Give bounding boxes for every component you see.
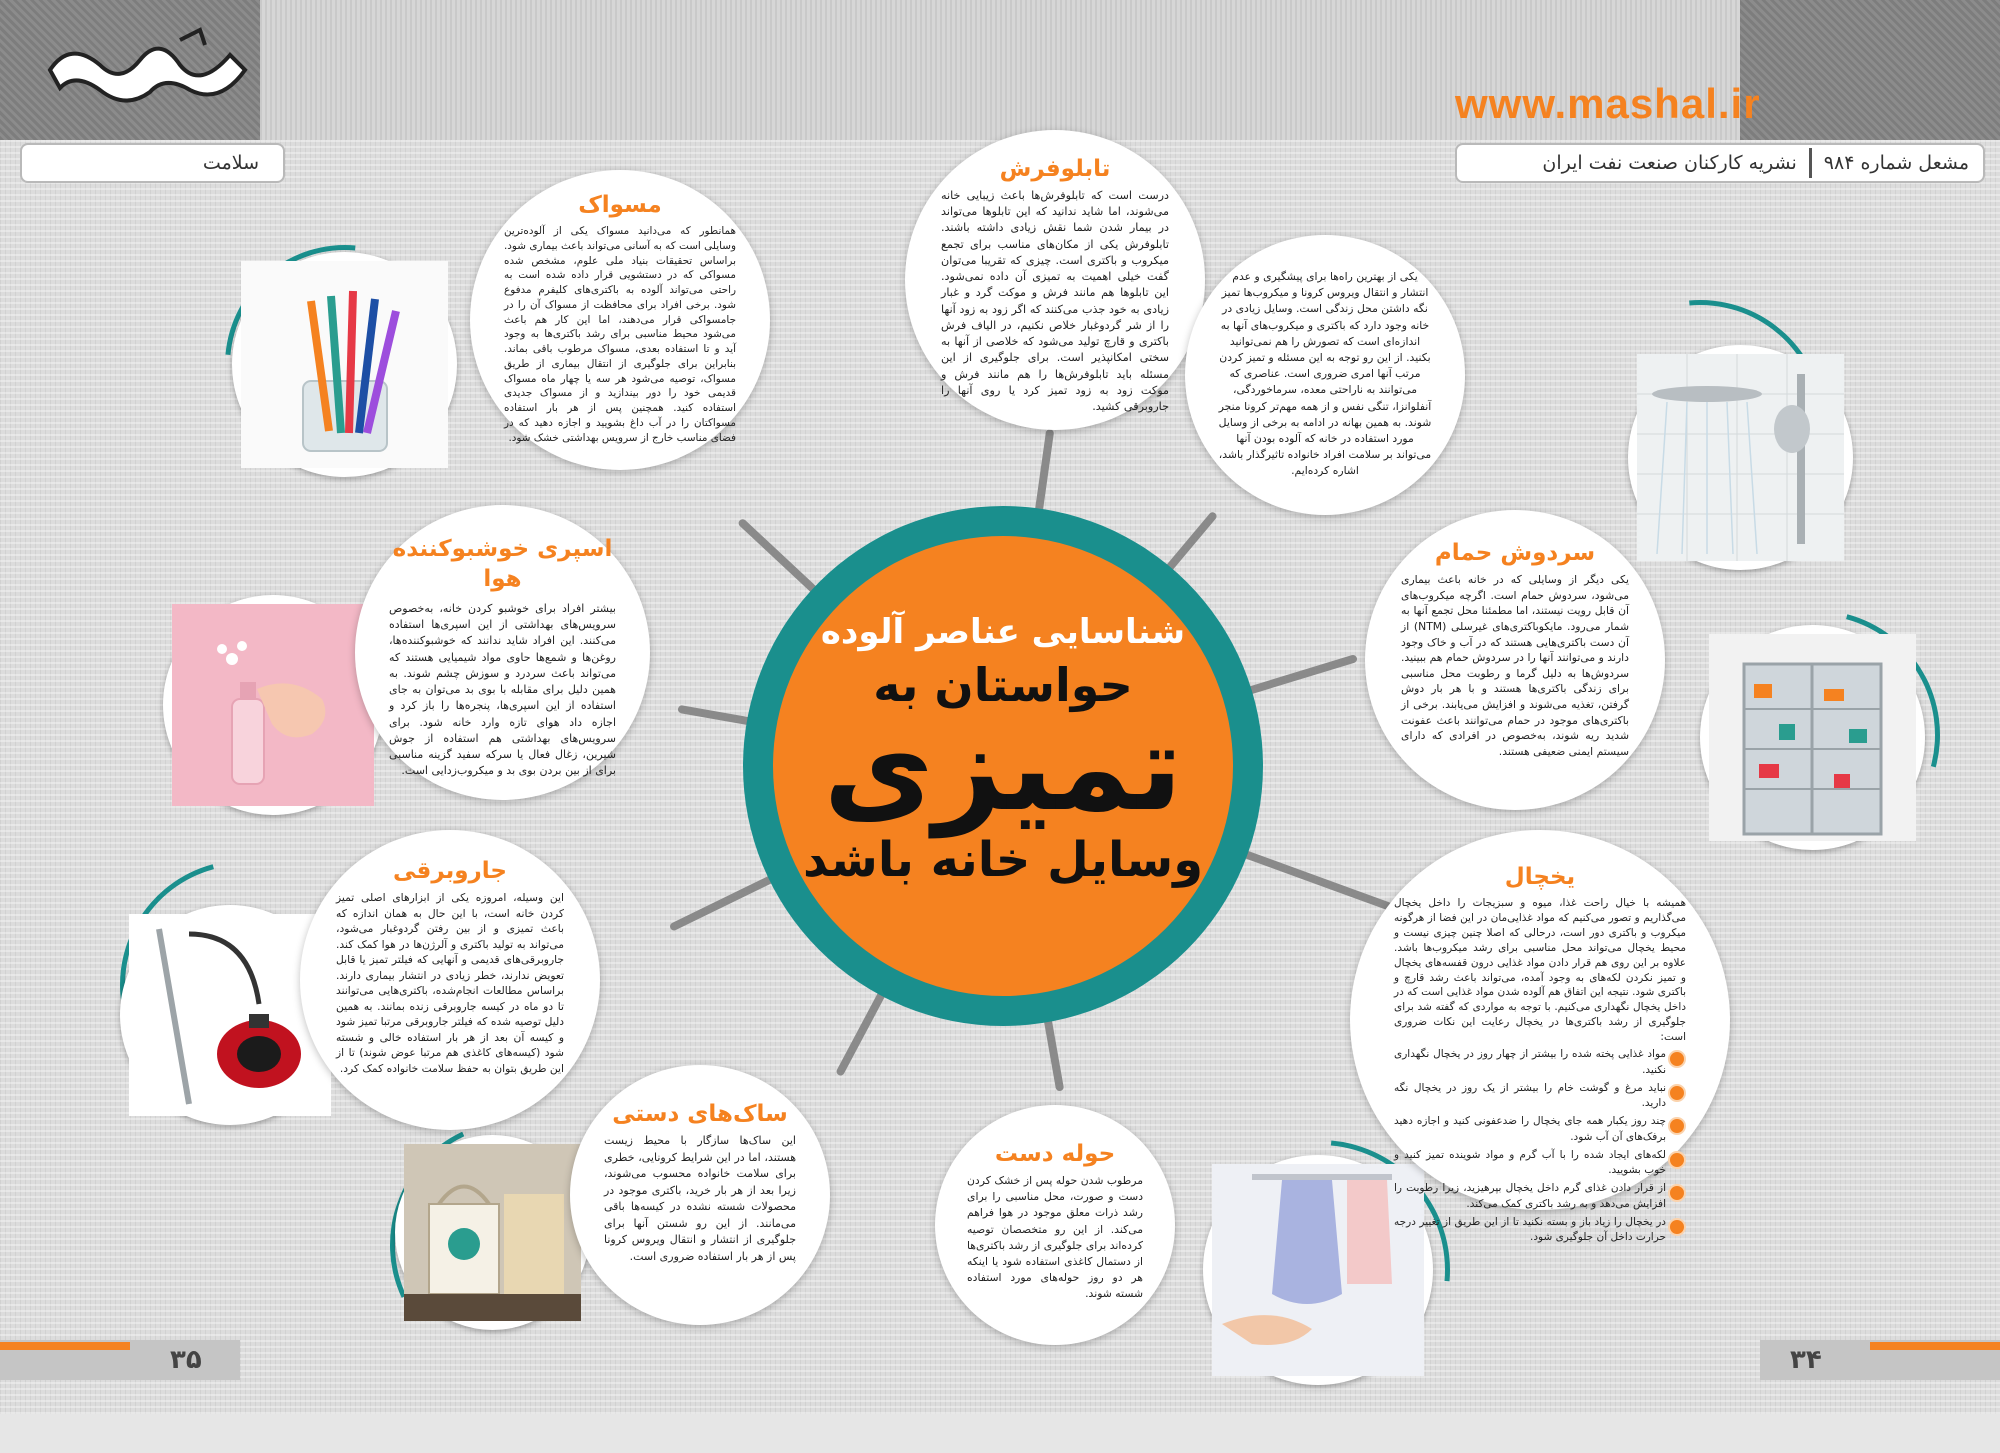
center-main: تمیزی (823, 699, 1183, 838)
card-shower (1365, 510, 1665, 810)
card-fridge-title: یخچال (1504, 864, 1576, 890)
top-dark-right (1740, 0, 2000, 140)
center-title (773, 536, 1233, 996)
toothbrush-photo (232, 252, 457, 477)
card-intro-text: یکی از بهترین راه‌ها برای پیشگیری و عدم انتشار و انتقال ویروس کرونا و میکروب‌ها تمیز نگه داشتن محل زندگی است. وسایل زیادی در خانه وجود دارد که باکتری و میکروب‌های آنها به اندازه‌ای است که تصورش را هم نمی‌توانید بکنید. از این رو توجه به این مسئله و تمیز کردن مرتب آنها امری ضروری است. عناصری که می‌توانند به ناراحتی معده، سرماخوردگی، آنفلوانزا، تنگی نفس و از همه مهم‌تر کرونا منجر شوند. به همین بهانه در ادامه به برخی از وسایل مورد استفاده در خانه که آلوده بودن آنها می‌تواند بر سلامت افراد خانواده تاثیرگذار باشد، اشاره کرده‌ایم. (1218, 270, 1432, 478)
shower-photo (1628, 345, 1853, 570)
page-number-right: ۳۴ (1790, 1345, 1822, 1375)
card-vacuum-title: جاروبرقی (392, 858, 508, 884)
card-spray-title: اسپری خوشبوکننده هوا (392, 536, 613, 592)
card-miswak-title: مسواک (578, 192, 662, 218)
fridge-tip: چند روز یکبار همه جای یخچال را ضدعفونی کنید و اجازه دهید برفک‌های آن آب شود. (1394, 1114, 1686, 1146)
bag-photo (395, 1135, 590, 1330)
fridge-tips-list (1394, 1047, 1686, 1246)
card-shower-title: سردوش حمام (1434, 540, 1596, 566)
card-tablo-title: تابلوفرش (999, 156, 1111, 182)
center-line4: وسایل خانه باشد (802, 832, 1204, 888)
card-intro (1185, 235, 1465, 515)
fridge-tip: لکه‌های ایجاد شده را با آب گرم و مواد شوینده تمیز کنید و خوب بشویید. (1394, 1148, 1686, 1180)
publication-name: نشریه کارکنان صنعت نفت ایران (1542, 152, 1797, 174)
fridge-tip: نباید مرغ و گوشت خام را بیشتر از یک روز در یخچال نگه دارید. (1394, 1081, 1686, 1113)
fridge-photo (1700, 625, 1925, 850)
card-miswak (470, 170, 770, 470)
page-number-left: ۳۵ (170, 1345, 202, 1375)
issue-number: مشعل شماره ۹۸۴ (1823, 152, 1969, 174)
issue-header (1455, 143, 1985, 183)
card-towel-text: مرطوب شدن حوله پس از خشک کردن دست و صورت، محل مناسبی را برای رشد ذرات معلق موجود در هوا فراهم می‌کند. از این رو متخصصان توصیه کرده‌اند برای جلوگیری از رشد باکتری‌ها از دستمال کاغذی استفاده شود یا اینکه هر دو روز حوله‌های مورد استفاده شسته شوند. (967, 1174, 1143, 1301)
fridge-tip: در یخچال را زیاد باز و بسته نکنید تا از این طریق از تغییر درجه حرارت داخل آن جلوگیری شود. (1394, 1215, 1686, 1247)
card-bags-title: ساک‌های دستی (612, 1101, 788, 1127)
footer-accent-left (0, 1342, 130, 1350)
card-spray-text: بیشتر افراد برای خوشبو کردن خانه، به‌خصوص سرویس‌های بهداشتی از این اسپری‌ها استفاده می‌کنند. این افراد شاید ندانند که خوشبوکننده‌ها، روغن‌ها و شمع‌ها حاوی مواد شیمیایی هستند که می‌تواند باعث سردرد و سوزش چشم شوند. به همین دلیل برای مقابله با بوی بد می‌توان به جای استفاده از این اسپری‌ها، پنجره‌ها را باز کرد و اجازه داد هوای تازه وارد خانه شود. برای سرویس‌های بهداشتی هم استفاده از جوش شیرین، زغال فعال یا سرکه سفید گزینه مناسبی برای از بین بردن بوی بد و میکروب‌زدایی است. (389, 601, 616, 778)
center-kicker: شناسایی عناصر آلوده (820, 612, 1186, 652)
website-url[interactable]: www.mashal.ir (1455, 80, 1761, 127)
card-miswak-text: همانطور که می‌دانید مسواک یکی از آلوده‌ترین وسایلی است که به آسانی می‌تواند باعث بیماری شود. براساس تحقیقات بنیاد ملی علوم، مشخص شده مسواکی که در دستشویی قرار داده شده است به راحتی می‌تواند آلوده به باکتری‌های کلیفرم مدفوع شود. برخی افراد برای محافظت از مسواک آن را در جامسواکی قرار می‌دهند، اما این کار هم باعث می‌شود محیط مناسبی برای رشد باکتری‌ها به وجود آید و تا استفاده بعدی، مسواک مرطوب باقی بماند. بنابراین برای جلوگیری از انتقال بیماری از طریق مسواک، توصیه می‌شود هر سه یا چهار ماه مسواک قدیمی خود را دور بیندازید و از مسواک جدیدی استفاده کنید. همچنین پس از هر بار استفاده مسواکتان را در آب داغ بشویید و اجازه دهید که در فضای مناسب خارج از سرویس بهداشتی خشک شود. (504, 225, 736, 444)
section-header (20, 143, 285, 183)
mashal-logo (30, 10, 270, 120)
section-label: سلامت (202, 152, 259, 174)
card-towel (935, 1105, 1175, 1345)
card-spray (355, 505, 650, 800)
card-towel-title: حوله دست (994, 1141, 1116, 1167)
card-fridge-text: همیشه با خیال راحت غذا، میوه و سبزیجات را داخل یخچال می‌گذاریم و تصور می‌کنیم که مواد غذایی‌مان در این فضا از هرگونه میکروب و باکتری دور است، درحالی که اصلا چنین چیزی نیست و محیط یخچال می‌تواند محل مناسبی برای رشد میکروب‌ها باشد. علاوه بر این روی هم قرار دادن مواد غذایی درون قفسه‌های یخچال و تمیز نکردن لکه‌های به وجود آمده، می‌تواند باعث رشد قارچ و باکتری شود. نتیجه این اتفاق هم آلوده شدن مواد غذایی است که در داخل یخچال نگهداری می‌کنیم. با توجه به مواردی که گفته شد برای جلوگیری از رشد باکتری‌ها در یخچال رعایت این نکات ضروری است: (1394, 897, 1686, 1044)
card-fridge (1350, 830, 1730, 1244)
card-tablo-text: درست است که تابلوفرش‌ها باعث زیبایی خانه می‌شوند، اما شاید ندانید که این تابلوها می‌تواند در بیمار شدن شما نقش زیادی داشته باشند. تابلوفرش یکی از مکان‌های مناسب برای تجمع میکروب و باکتری است. چیزی که تقریبا می‌توان گفت خیلی اهمیت به تمیزی آن داده نمی‌شود. این تابلوها هم مانند فرش و موکت گرد و غبار زیادی به خود جذب می‌کنند که اگر زود به زود آنها را از شر گردوغبار خلاص نکنیم، در الیاف فرش باکتری و قارچ تولید می‌شود که خلاصی از آنها به سختی امکانپذیر است. برای جلوگیری از این مسئله باید تابلوفرش‌ها را هم مانند فرش و موکت زود به زود تمیز کرد یا روی آنها را جاروبرقی کشید. (941, 189, 1169, 414)
spray-photo (163, 595, 383, 815)
fridge-tip: مواد غذایی پخته شده را بیشتر از چهار روز در یخچال نگهداری نکنید. (1394, 1047, 1686, 1079)
card-shower-text: یکی دیگر از وسایلی که در خانه باعث بیماری می‌شود، سردوش حمام است. اگرچه میکروب‌های آن قابل رویت نیستند، اما مطمئنا محل تجمع آنها به شمار می‌رود. مایکوباکتری‌های غیرسلی (NTM) از آن دست باکتری‌هایی هستند که در آب و خاک وجود دارند و می‌توانند آنها را در سردوش حمام هم ببینید. سردوش‌ها به دلیل گرما و رطوبت محل مناسبی برای زندگی باکتری‌ها هستند و با هر بار دوش گرفتن، تغذیه می‌شوند و افزایش می‌یابند. برخی از باکتری‌های موجود در حمام می‌توانند باعث عفونت شدید ریه شوند، به‌خصوص در افرادی که دارای سیستم ایمنی ضعیفی هستند. (1401, 573, 1629, 759)
card-vacuum-text: این وسیله، امروزه یکی از ابزارهای اصلی تمیز کردن خانه است، با این حال به همان اندازه که باعث تمیزی و از بین رفتن گردوغبار می‌شود، می‌تواند به تولید باکتری و آلرژن‌ها در هوا کمک کند. جاروبرقی‌های قدیمی و آنهایی که فیلتر تمیز یا قابل تعویض ندارند، خطر زیادی در انتشار بیماری دارند. براساس مطالعات انجام‌شده، باکتری‌هایی می‌توانند تا دو ماه در کیسه جاروبرقی زنده بمانند. به همین دلیل توصیه شده که فیلتر جاروبرقی مرتبا تمیز شود و کیسه آن بعد از هر بار استفاده خالی و شسته شود (کیسه‌های کاغذی هم مرتبا عوض شوند) تا از این طریق بتوان به حفظ سلامت خانواده کمک کرد. (336, 891, 564, 1075)
center-line2: حواستان به (873, 658, 1133, 712)
fridge-tip: از قرار دادن غذای گرم داخل یخچال بپرهیزید، زیرا رطوبت را افزایش می‌دهد و به رشد باکتری کمک می‌کند. (1394, 1181, 1686, 1213)
header-divider (1809, 148, 1812, 178)
card-tablo (905, 130, 1205, 430)
footer-accent-right (1870, 1342, 2000, 1350)
card-vacuum (300, 830, 600, 1130)
card-bags (570, 1065, 830, 1325)
card-bags-text: این ساک‌ها سازگار با محیط زیست هستند، اما در این شرایط کرونایی، خطری برای سلامت خانواده محسوب می‌شوند، زیرا بعد از هر بار خرید، باکتری موجود در محصولات شسته نشده در کیسه‌ها باقی می‌مانند. از این رو شستن آنها برای جلوگیری از انتشار و انتقال ویروس کرونا پس از هر بار استفاده ضروری است. (604, 1134, 796, 1263)
